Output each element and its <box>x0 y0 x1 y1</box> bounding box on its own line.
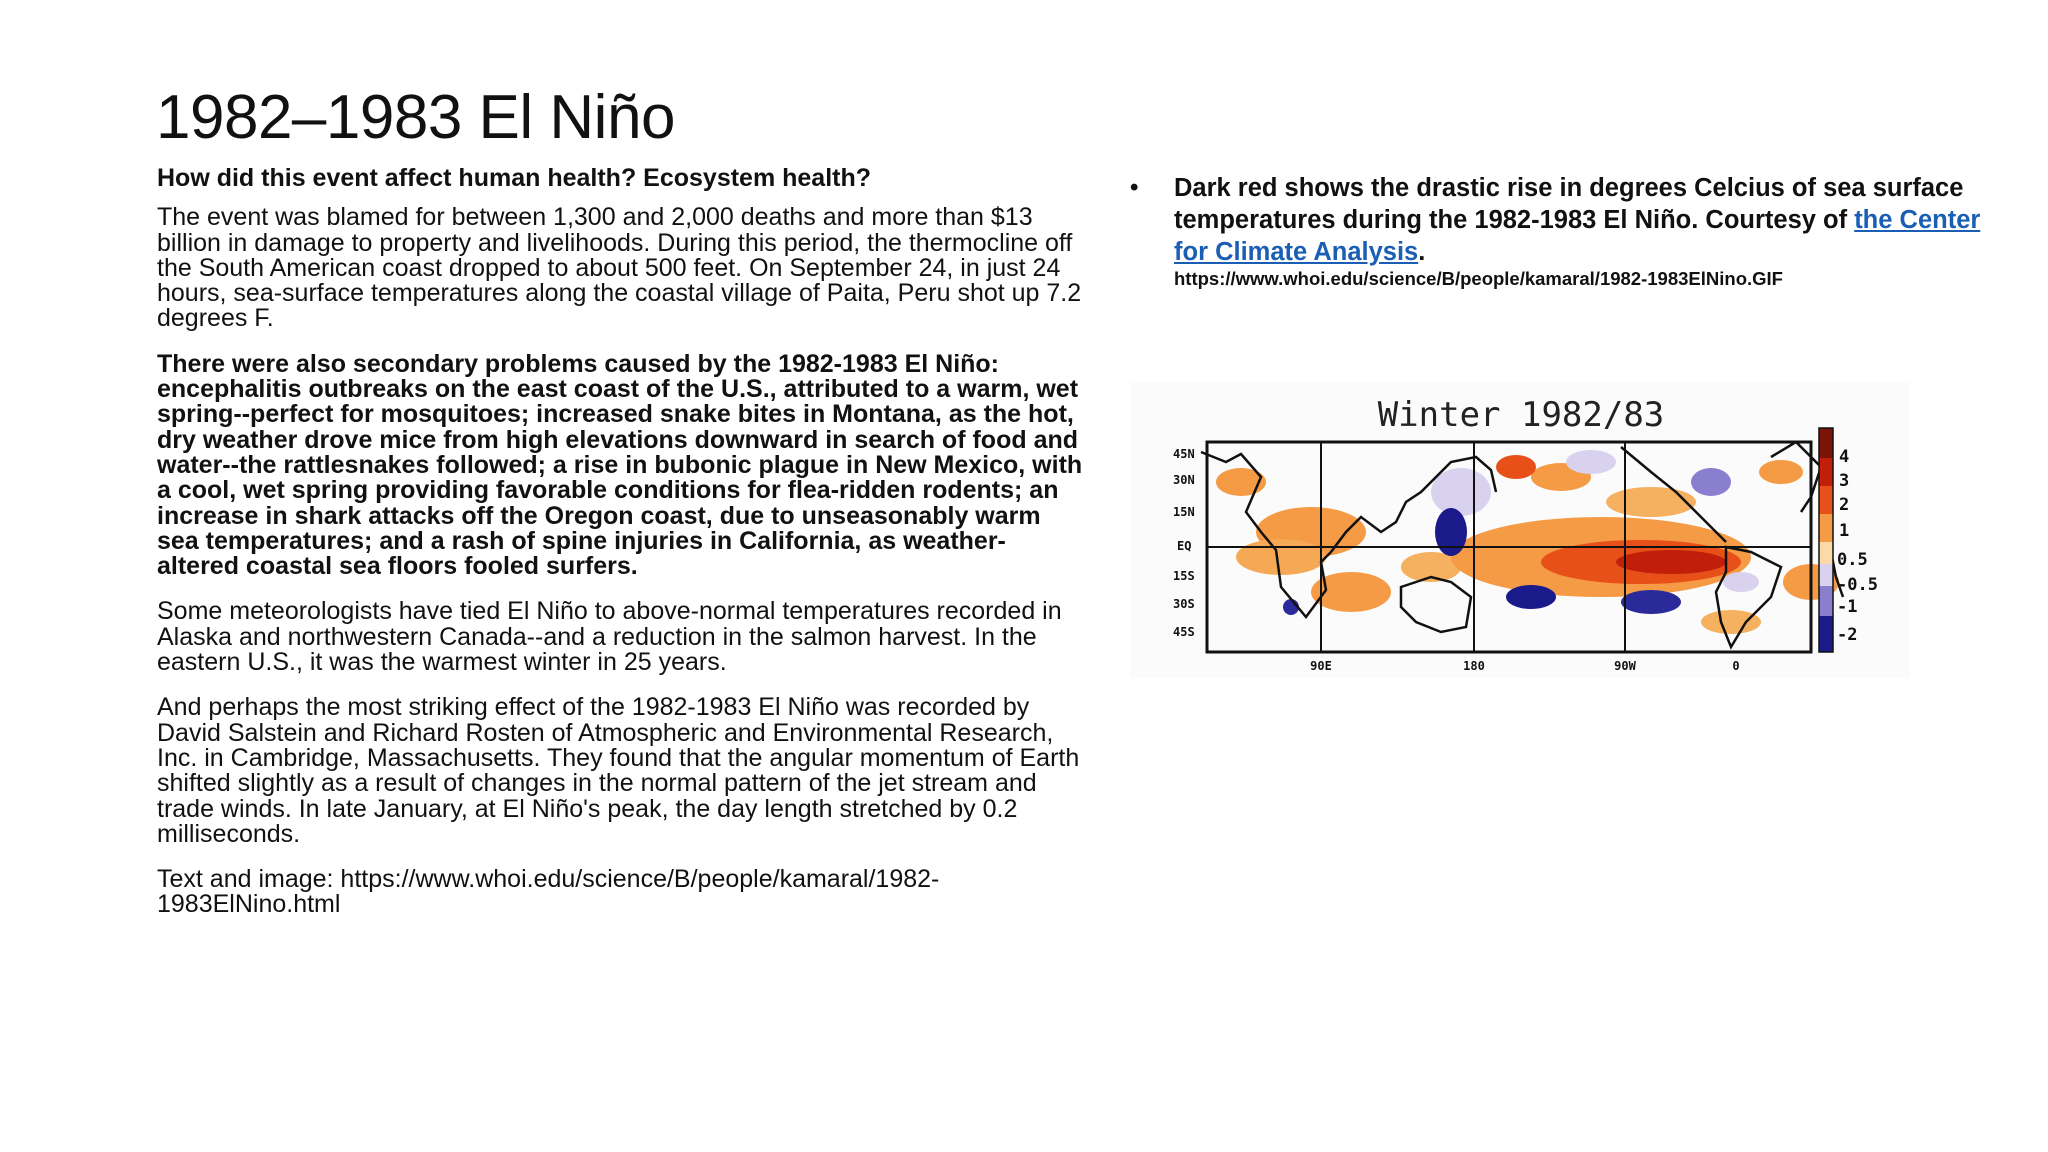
lat-label: 15S <box>1173 569 1195 583</box>
scale-label: 1 <box>1839 521 1850 541</box>
caption-text <box>1174 172 2010 290</box>
scale-swatch <box>1819 616 1833 652</box>
secondary-problems-paragraph: There were also secondary problems caused by the 1982-1983 El Niño: encephalitis outbreaks on the east coast of the U.S., attributed to a warm, wet spring--perfect for mosquitoes; increased snake bites in Montana, as the hot, dry weather drove mice from high elevations downward in search of food and water--the rattlesnakes followed; a rise in bubonic plague in New Mexico, with a cool, wet spring providing favorable conditions for flea-ridden rodents; an increase in shark attacks off the Oregon coast, due to unseasonably warm sea temperatures; and a rash of spine injuries in California, as weather-altered coastal sea floors fooled surfers. <box>157 349 1083 581</box>
strong-cool-anomaly <box>1506 585 1556 609</box>
scale-label: 4 <box>1839 447 1850 467</box>
scale-swatch <box>1819 564 1833 586</box>
scale-swatch <box>1819 586 1833 616</box>
caption-image-url: https://www.whoi.edu/science/B/people/kamaral/1982-1983ElNino.GIF <box>1174 268 1783 289</box>
lon-label: 180 <box>1463 659 1485 673</box>
warm-anomaly-region <box>1236 539 1326 575</box>
strongest-warm-anomaly <box>1616 550 1726 574</box>
image-caption <box>1130 172 2010 290</box>
lat-label: EQ <box>1177 539 1192 553</box>
scale-swatch <box>1819 458 1833 486</box>
cool-anomaly-region <box>1566 450 1616 474</box>
source-paragraph: Text and image: https://www.whoi.edu/science/B/people/kamaral/1982-1983ElNino.html <box>157 865 940 919</box>
scale-label: 3 <box>1839 471 1850 491</box>
left-text-column <box>157 166 1087 938</box>
lon-label: 0 <box>1732 659 1740 673</box>
warm-anomaly-region <box>1759 460 1803 484</box>
map-title: Winter 1982/83 <box>1377 395 1665 435</box>
cool-anomaly-region <box>1691 468 1731 496</box>
scale-label: -1 <box>1837 597 1858 617</box>
strong-cool-anomaly <box>1621 590 1681 614</box>
caption-main-text: Dark red shows the drastic rise in degrees Celcius of sea surface temperatures during the 1982-1983 El Niño. Courtesy of <box>1174 174 1964 234</box>
climate-analysis-link[interactable]: the Center for Climate Analysis <box>1174 206 1981 266</box>
strong-cool-anomaly <box>1435 508 1467 556</box>
sst-map-svg <box>1131 382 1909 678</box>
deaths-paragraph: The event was blamed for between 1,300 and 2,000 deaths and more than $13 billion in damage to property and livelihoods. During this period, the thermocline off the South American coast dropped to about 500 feet. On September 24, in just 24 hours, sea-surface temperatures along the coastal village of Paita, Peru shot up 7.2 degrees F. <box>157 203 1082 333</box>
lat-label: 45N <box>1173 447 1195 461</box>
caption-bullet-item <box>1130 172 2010 290</box>
caption-period: . <box>1418 238 1426 266</box>
meteorologists-paragraph: Some meteorologists have tied El Niño to above-normal temperatures recorded in Alaska and northwestern Canada--and a reduction in the salmon harvest. In the eastern U.S., it was the warmest winter in 25 years. <box>157 597 1062 677</box>
cool-anomaly-region <box>1431 468 1491 516</box>
warm-anomaly-region <box>1496 455 1536 479</box>
latitude-labels <box>1173 447 1195 639</box>
sst-anomaly-map <box>1131 382 1909 678</box>
color-scale <box>1819 428 1833 652</box>
scale-swatch <box>1819 428 1833 458</box>
scale-label: 0.5 <box>1837 550 1868 570</box>
lat-label: 45S <box>1173 625 1195 639</box>
scale-label: -2 <box>1837 625 1858 645</box>
slide-title: 1982–1983 El Niño <box>156 83 675 152</box>
lat-label: 30N <box>1173 473 1195 487</box>
scale-swatch <box>1819 514 1833 542</box>
scale-swatch <box>1819 486 1833 514</box>
scale-label: -0.5 <box>1837 575 1878 595</box>
lat-label: 30S <box>1173 597 1195 611</box>
question-heading: How did this event affect human health? Ecosystem health? <box>157 164 872 192</box>
lon-label: 90E <box>1310 659 1332 673</box>
scale-label: 2 <box>1839 495 1850 515</box>
cool-anomaly-region <box>1723 572 1759 592</box>
lon-label: 90W <box>1614 659 1636 673</box>
lat-label: 15N <box>1173 505 1195 519</box>
scale-swatch <box>1819 542 1833 564</box>
warm-anomaly-region <box>1701 610 1761 634</box>
warm-anomaly-region <box>1606 487 1696 517</box>
angular-momentum-paragraph: And perhaps the most striking effect of the 1982-1983 El Niño was recorded by David Salstein and Richard Rosten of Atmospheric and Environmental Research, Inc. in Cambridge, Massachusetts. They found that the angular momentum of Earth shifted slightly as a result of changes in the normal pattern of the jet stream and trade winds. In late January, at El Niño's peak, the day length stretched by 0.2 milliseconds. <box>157 693 1080 848</box>
bullet-icon: • <box>1130 174 1139 201</box>
